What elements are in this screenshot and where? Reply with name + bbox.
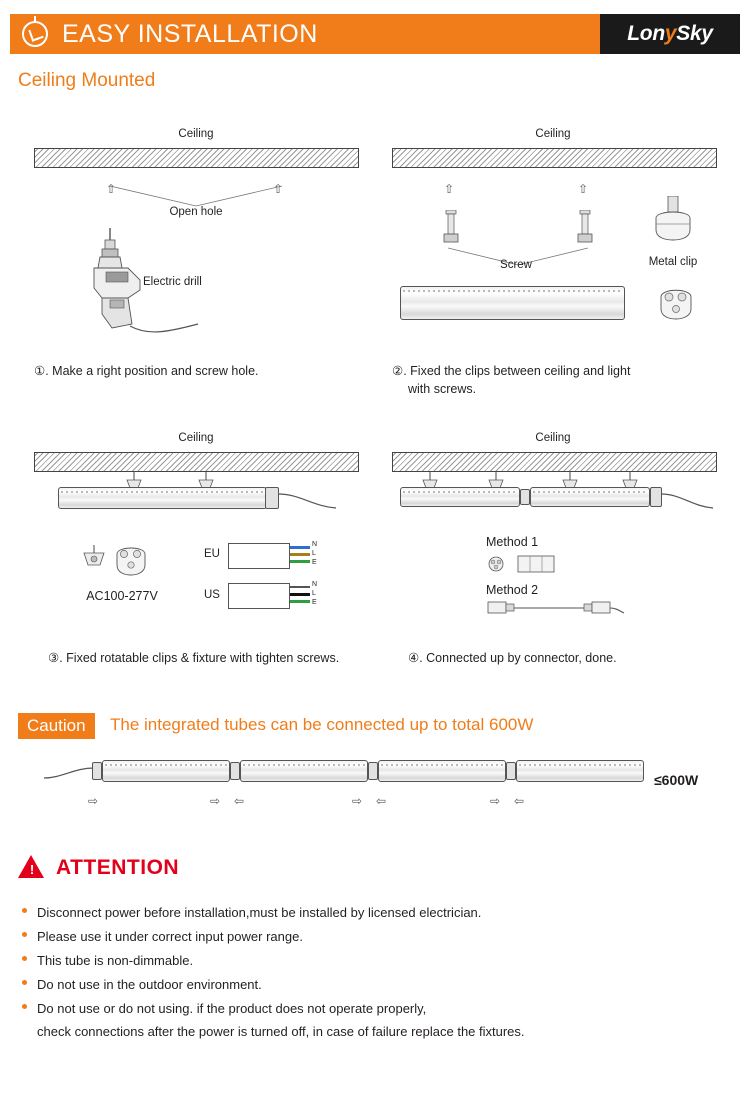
arrow-up-icon: ⇧ [273,182,284,196]
arrow-left-icon: ⇦ [376,794,387,808]
wire-earth-eu [290,560,310,563]
tube-connector [520,489,530,505]
wire-neutral-eu [290,546,310,549]
logo-part-1: Lon [627,22,665,45]
method-1-label: Method 1 [486,535,539,549]
caution-text: The integrated tubes can be connected up to total 600W [110,715,534,734]
tube-segment-2 [240,760,368,782]
attention-item-text: check connections after the power is turned off, in case of failure replace the fixtures. [37,1024,525,1039]
step-2-caption-line2: with screws. [408,382,477,396]
ceiling-label: Ceiling [535,432,571,444]
warning-triangle-icon: ! [18,855,46,879]
attention-item-text: This tube is non-dimmable. [37,953,194,968]
method-1-icon [486,553,566,575]
arrow-up-icon: ⇧ [578,182,589,196]
arrow-left-icon: ⇦ [234,794,245,808]
led-tube [58,487,267,509]
wire-label-l: L [312,550,316,557]
step-1-caption: ①. Make a right position and screw hole. [34,364,259,378]
method-2-icon [486,598,626,618]
electric-drill-label: Electric drill [143,276,202,288]
arrow-right-icon: ⇨ [490,794,501,808]
plug-region-eu-label: EU [204,548,220,560]
attention-title: ATTENTION [56,856,180,879]
caution-badge: Caution [18,713,95,739]
logo-text [627,22,712,46]
bullet-icon [22,908,27,913]
power-cord [278,488,340,516]
arrow-right-icon: ⇨ [88,794,99,808]
bullet-icon [22,980,27,985]
tube-connector [230,762,240,780]
voltage-label: AC100-277V [86,589,158,603]
led-tube-segment-2 [530,487,650,507]
ceiling-surface [34,452,359,472]
lightbulb-icon [22,21,48,47]
arrow-left-icon: ⇦ [514,794,525,808]
attention-item-text: Please use it under correct input power range. [37,929,303,944]
wire-live-us [290,593,310,596]
clip-bottom-view-icon [658,285,694,321]
page-header [10,14,740,54]
screw-label: Screw [500,259,532,271]
tube-connector [368,762,378,780]
wire-earth-us [290,600,310,603]
power-limit-label: ≤600W [654,772,699,788]
wire-label-e: E [312,559,317,566]
attention-item [22,927,722,946]
arrow-up-icon: ⇧ [106,182,117,196]
wire-label-e: E [312,599,317,606]
plug-region-us-label: US [204,589,220,601]
led-tube-segment-1 [400,487,520,507]
ceiling-surface [392,148,717,168]
wire-live-eu [290,553,310,556]
tube-segment-3 [378,760,506,782]
tube-segment-4 [516,760,644,782]
plug-body-us [228,583,290,609]
metal-clip-icon [650,196,698,246]
clip-bottom-view-icon [114,543,148,577]
step-4-caption: ④. Connected up by connector, done. [408,651,617,665]
plug-body-eu [228,543,290,569]
attention-item-text: Disconnect power before installation,must be installed by licensed electrician. [37,905,482,920]
ceiling-surface [34,148,359,168]
wire-label-l: L [312,590,316,597]
page-title: EASY INSTALLATION [62,19,318,48]
bullet-icon [22,1004,27,1009]
wire-label-n: N [312,541,318,548]
led-tube [400,286,625,320]
wire-neutral-us [290,586,310,588]
tube-segment-1 [102,760,230,782]
brand-logo [600,14,740,54]
logo-part-2: Sky [676,22,713,45]
tube-end-cap [265,487,279,509]
attention-item-text: Do not use or do not using. if the product does not operate properly, [37,1001,427,1016]
ceiling-label: Ceiling [178,128,214,140]
bullet-icon [22,956,27,961]
tube-end-cap [92,762,102,780]
metal-clip-label: Metal clip [648,256,698,268]
attention-item [22,975,722,994]
step-2-caption-line1: ②. Fixed the clips between ceiling and light [392,364,631,378]
bullet-icon [22,932,27,937]
ceiling-label: Ceiling [535,128,571,140]
step-3-caption: ③. Fixed rotatable clips & fixture with tighten screws. [48,651,340,665]
leader-lines [34,168,364,208]
attention-item [22,999,722,1018]
logo-part-accent: y [664,22,677,45]
rotatable-clip-icon [78,545,110,577]
power-cord [661,488,717,516]
attention-item [22,903,722,922]
section-title: Ceiling Mounted [18,70,156,91]
arrow-up-icon: ⇧ [444,182,455,196]
tube-connector [506,762,516,780]
arrow-right-icon: ⇨ [210,794,221,808]
ceiling-label: Ceiling [178,432,214,444]
wire-label-n: N [312,581,318,588]
open-hole-label: Open hole [169,206,223,218]
method-2-label: Method 2 [486,583,539,597]
attention-item [22,951,722,970]
ceiling-surface [392,452,717,472]
attention-item-text: Do not use in the outdoor environment. [37,977,262,992]
arrow-right-icon: ⇨ [352,794,363,808]
attention-item-continuation [37,1022,737,1041]
